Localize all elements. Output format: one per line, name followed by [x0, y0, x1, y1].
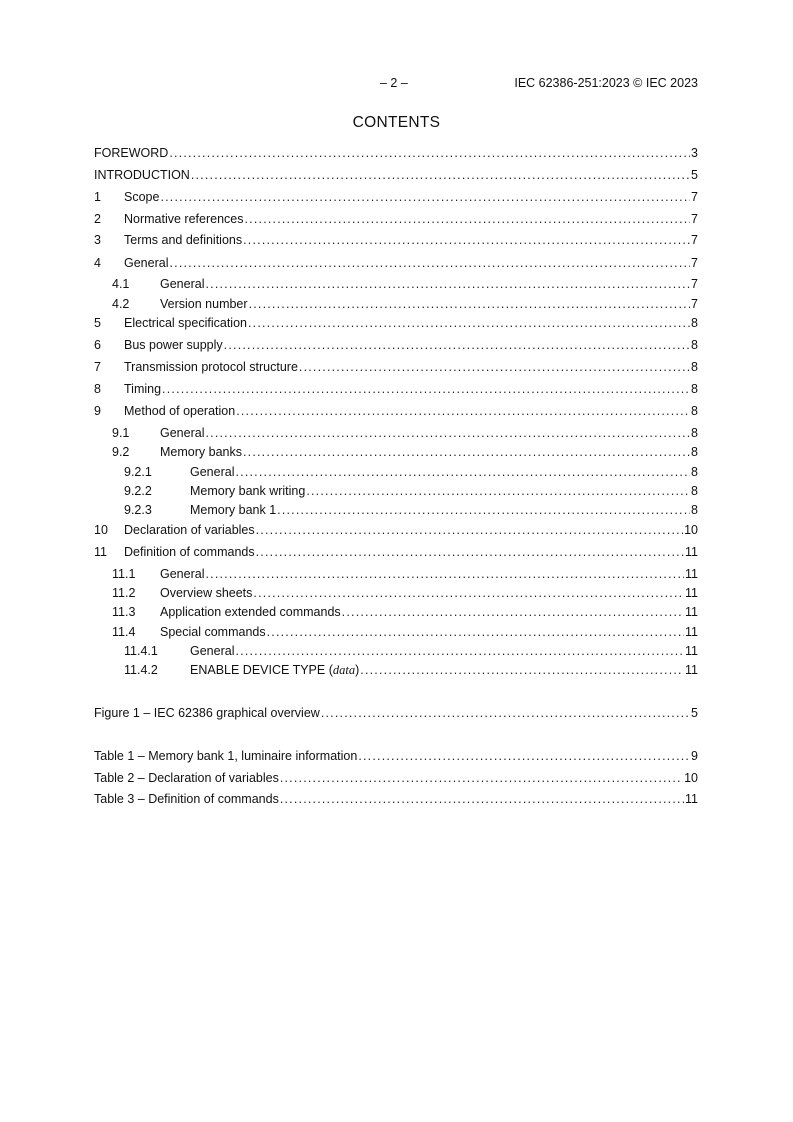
- toc-entry-title: General: [190, 644, 235, 658]
- toc-entry-page: 11: [685, 644, 698, 658]
- toc-entry-page: 11: [685, 663, 698, 677]
- toc-entry-number: 11.4.1: [124, 644, 158, 658]
- table-list-entry[interactable]: [94, 791, 698, 807]
- toc-entry-page: 3: [691, 146, 698, 160]
- toc-entry-title-end: ): [355, 663, 360, 677]
- dot-leader: [205, 276, 690, 292]
- dot-leader: [235, 643, 684, 659]
- toc-entry-title: [190, 662, 359, 678]
- toc-entry-overview-sheets[interactable]: [94, 585, 698, 601]
- dot-leader: [299, 359, 690, 375]
- toc-entry-memory-bank-writing[interactable]: [94, 483, 698, 499]
- toc-entry-page: 11: [685, 586, 698, 600]
- toc-entry-9-1-general[interactable]: [94, 425, 698, 441]
- toc-entry-number: 7: [94, 360, 101, 374]
- page-number: – 2 –: [380, 76, 408, 90]
- toc-entry-9-2-1-general[interactable]: [94, 464, 698, 480]
- toc-entry-foreword[interactable]: [94, 145, 698, 161]
- toc-entry-method-of-operation[interactable]: [94, 403, 698, 419]
- dot-leader: [277, 502, 690, 518]
- toc-entry-title: Terms and definitions: [124, 233, 243, 247]
- dot-leader: [162, 381, 690, 397]
- toc-entry-electrical-specification[interactable]: [94, 315, 698, 331]
- toc-entry-page: 7: [691, 190, 698, 204]
- toc-entry-general[interactable]: [94, 255, 698, 271]
- dot-leader: [321, 705, 690, 721]
- toc-entry-page: 8: [691, 426, 698, 440]
- toc-entry-page: 5: [691, 168, 698, 182]
- toc-entry-version-number[interactable]: [94, 296, 698, 312]
- toc-entry-number: 11.4: [112, 625, 136, 639]
- toc-entry-title-text: ENABLE DEVICE TYPE (: [190, 663, 333, 677]
- toc-entry-timing[interactable]: [94, 381, 698, 397]
- toc-entry-introduction[interactable]: [94, 167, 698, 183]
- toc-entry-page: 8: [691, 316, 698, 330]
- dot-leader: [205, 566, 684, 582]
- toc-entry-title: FOREWORD: [94, 146, 169, 160]
- dot-leader: [160, 189, 690, 205]
- toc-entry-transmission-protocol[interactable]: [94, 359, 698, 375]
- toc-entry-title: INTRODUCTION: [94, 168, 190, 182]
- toc-entry-page: 8: [691, 360, 698, 374]
- toc-entry-number: 10: [94, 523, 108, 537]
- table-entry-page: 10: [684, 771, 698, 785]
- dot-leader: [235, 464, 690, 480]
- toc-entry-normative-references[interactable]: [94, 211, 698, 227]
- toc-entry-title: Definition of commands: [124, 545, 255, 559]
- toc-entry-number: 4: [94, 256, 101, 270]
- toc-entry-special-commands[interactable]: [94, 624, 698, 640]
- toc-entry-title: Application extended commands: [160, 605, 341, 619]
- toc-entry-page: 10: [684, 523, 698, 537]
- dot-leader: [191, 167, 690, 183]
- toc-entry-number: 11: [94, 545, 107, 559]
- toc-entry-declaration-of-variables[interactable]: [94, 522, 698, 538]
- dot-leader: [236, 403, 690, 419]
- dot-leader: [306, 483, 690, 499]
- toc-entry-title: Overview sheets: [160, 586, 253, 600]
- toc-entry-page: 8: [691, 338, 698, 352]
- dot-leader: [360, 662, 684, 678]
- dot-leader: [280, 770, 683, 786]
- toc-entry-definition-of-commands[interactable]: [94, 544, 698, 560]
- toc-entry-page: 11: [685, 545, 698, 559]
- toc-entry-page: 7: [691, 256, 698, 270]
- toc-entry-title: Scope: [124, 190, 160, 204]
- toc-entry-page: 8: [691, 503, 698, 517]
- dot-leader: [253, 585, 684, 601]
- dot-leader: [224, 337, 690, 353]
- toc-entry-number: 4.2: [112, 297, 130, 311]
- contents-heading: CONTENTS: [352, 114, 441, 131]
- table-entry-page: 11: [685, 792, 698, 806]
- toc-entry-title: Transmission protocol structure: [124, 360, 298, 374]
- toc-entry-number: 5: [94, 316, 101, 330]
- toc-entry-4-1-general[interactable]: [94, 276, 698, 292]
- toc-entry-page: 11: [685, 567, 698, 581]
- dot-leader: [245, 211, 691, 227]
- toc-entry-title: Electrical specification: [124, 316, 247, 330]
- toc-entry-number: 9: [94, 404, 101, 418]
- toc-entry-number: 11.1: [112, 567, 136, 581]
- dot-leader: [169, 145, 690, 161]
- dot-leader: [267, 624, 684, 640]
- table-entry-title: Table 2 – Declaration of variables: [94, 771, 279, 785]
- toc-entry-page: 8: [691, 484, 698, 498]
- toc-entry-title: General: [124, 256, 169, 270]
- toc-entry-number: 9.2.3: [124, 503, 152, 517]
- toc-entry-number: 9.1: [112, 426, 130, 440]
- table-entry-page: 9: [691, 749, 698, 763]
- dot-leader: [169, 255, 690, 271]
- toc-entry-memory-bank-1[interactable]: [94, 502, 698, 518]
- toc-entry-title: Timing: [124, 382, 162, 396]
- figure-list-entry[interactable]: [94, 705, 698, 721]
- toc-entry-page: 7: [691, 277, 698, 291]
- toc-entry-page: 8: [691, 445, 698, 459]
- standard-identifier: IEC 62386-251:2023 © IEC 2023: [514, 76, 698, 90]
- toc-entry-title: Memory bank writing: [190, 484, 306, 498]
- toc-entry-title: General: [160, 277, 205, 291]
- toc-entry-page: 7: [691, 233, 698, 247]
- toc-entry-number: 11.3: [112, 605, 136, 619]
- toc-entry-number: 11.2: [112, 586, 136, 600]
- toc-entry-number: 9.2.2: [124, 484, 152, 498]
- toc-entry-number: 4.1: [112, 277, 130, 291]
- toc-entry-page: 7: [691, 297, 698, 311]
- toc-entry-enable-device-type[interactable]: [94, 662, 698, 678]
- dot-leader: [256, 522, 683, 538]
- toc-entry-number: 6: [94, 338, 101, 352]
- dot-leader: [249, 296, 690, 312]
- dot-leader: [248, 315, 690, 331]
- toc-entry-number: 9.2: [112, 445, 130, 459]
- toc-entry-number: 1: [94, 190, 101, 204]
- toc-entry-title: General: [160, 426, 205, 440]
- toc-entry-page: 11: [685, 625, 698, 639]
- toc-entry-number: 2: [94, 212, 101, 226]
- toc-entry-page: 11: [685, 605, 698, 619]
- toc-entry-11-1-general[interactable]: [94, 566, 698, 582]
- dot-leader: [342, 604, 684, 620]
- toc-entry-title-italic: data: [332, 663, 356, 677]
- dot-leader: [256, 544, 684, 560]
- toc-entry-11-4-1-general[interactable]: [94, 643, 698, 659]
- table-list-entry[interactable]: [94, 770, 698, 786]
- toc-entry-page: 8: [691, 382, 698, 396]
- toc-entry-title: Bus power supply: [124, 338, 223, 352]
- toc-entry-title: Normative references: [124, 212, 244, 226]
- toc-entry-terms-and-definitions[interactable]: [94, 232, 698, 248]
- toc-entry-title: General: [160, 567, 205, 581]
- figure-entry-title: Figure 1 – IEC 62386 graphical overview: [94, 706, 320, 720]
- dot-leader: [280, 791, 684, 807]
- toc-entry-page: 7: [691, 212, 698, 226]
- toc-entry-page: 8: [691, 404, 698, 418]
- dot-leader: [358, 748, 690, 764]
- toc-entry-title: Memory bank 1: [190, 503, 277, 517]
- table-entry-title: Table 3 – Definition of commands: [94, 792, 279, 806]
- table-entry-title: Table 1 – Memory bank 1, luminaire information: [94, 749, 358, 763]
- toc-entry-title: General: [190, 465, 235, 479]
- table-list-entry[interactable]: [94, 748, 698, 764]
- toc-entry-number: 11.4.2: [124, 663, 158, 677]
- toc-entry-number: 9.2.1: [124, 465, 152, 479]
- dot-leader: [243, 232, 690, 248]
- toc-entry-bus-power-supply[interactable]: [94, 337, 698, 353]
- toc-entry-title: Method of operation: [124, 404, 236, 418]
- page-header: [94, 76, 698, 94]
- toc-entry-title: Memory banks: [160, 445, 242, 459]
- toc-entry-page: 8: [691, 465, 698, 479]
- toc-entry-memory-banks[interactable]: [94, 444, 698, 460]
- figure-entry-page: 5: [691, 706, 698, 720]
- toc-entry-title: Declaration of variables: [124, 523, 255, 537]
- toc-entry-title: Version number: [160, 297, 248, 311]
- toc-entry-title: Special commands: [160, 625, 266, 639]
- toc-entry-application-extended-commands[interactable]: [94, 604, 698, 620]
- toc-entry-scope[interactable]: [94, 189, 698, 205]
- dot-leader: [243, 444, 690, 460]
- toc-entry-number: 8: [94, 382, 101, 396]
- dot-leader: [205, 425, 690, 441]
- toc-entry-number: 3: [94, 233, 101, 247]
